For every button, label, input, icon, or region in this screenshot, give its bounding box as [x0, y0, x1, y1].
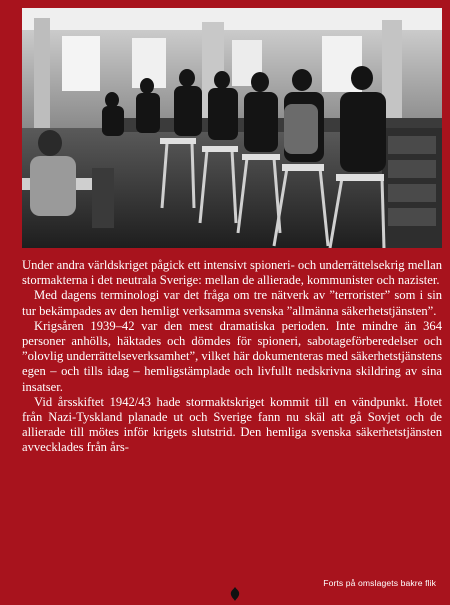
bird-icon: [228, 587, 242, 601]
office-scene-illustration: [22, 8, 442, 248]
body-text: [22, 258, 442, 456]
continuation-note: Forts på omslagets bakre flik: [323, 578, 436, 588]
archival-photo: [22, 8, 442, 248]
paragraph-2: Med dagens terminologi var det fråga om tre nätverk av ”terroristerˮ som i sin tur bekämpades av den hemligt verksamma svenska ”allmänna säkerhetstjänsten”.: [22, 288, 442, 318]
paragraph-3: Krigsåren 1939–42 var den mest dramatiska perioden. Inte mindre än 364 personer anhölls, häktades och dömdes för spioneri, sabotageförberedelser och ”olovlig underrättelseverksamhet”, vilket här dokumenteras med säkerhetstjänstens egen – och tills idag – hemligstämplade och livfullt nedskrivna skildring av sina insatser.: [22, 318, 443, 394]
paragraph-1: Under andra världskriget pågick ett intensivt spioneri- och underrättelsekrig mellan stormakterna i det neutrala Sverige: mellan de allierade, kommunister och nazister.: [22, 258, 443, 288]
paragraph-4: Vid årsskiftet 1942/43 hade stormaktskriget kommit till en vändpunkt. Hotet från Nazi-Tyskland planade ut och Sverige fann nu skäl att gå Sovjet och de allierade till mötes inför krigets slutstrid. Den hemliga svenska säkerhetstjänsten avvecklades från års-: [22, 394, 442, 455]
publisher-logo: [228, 586, 242, 605]
